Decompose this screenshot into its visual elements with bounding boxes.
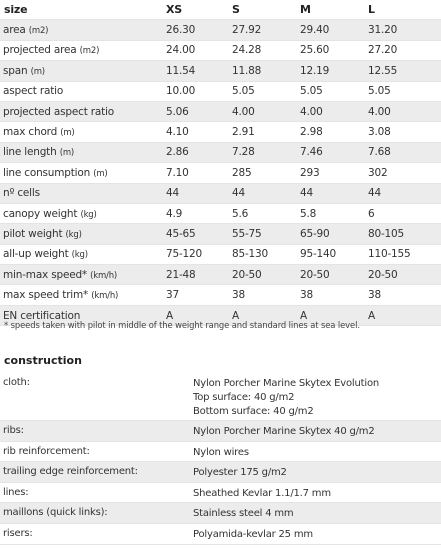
construction-value-line: Stainless steel 4 mm [193,508,294,520]
spec-value: 27.20 [364,40,441,60]
spec-value: 20-50 [296,265,364,285]
construction-label-text: maillons (quick links): [3,507,108,519]
spec-value: 11.54 [162,61,228,81]
spec-label-text: aspect ratio [3,85,64,98]
spec-value: 85-130 [228,244,296,264]
spec-value: 65-90 [296,224,364,244]
construction-label [0,441,190,462]
spec-value: 5.06 [162,101,228,121]
spec-value: 38 [228,285,296,305]
spec-row-label [0,81,162,101]
spec-row-label [0,40,162,60]
spec-row [0,142,441,162]
spec-unit: (m) [93,168,108,179]
construction-label-text: rib reinforcement: [3,445,90,457]
construction-row [0,523,441,544]
construction-label-text: cloth: [3,377,30,388]
spec-row [0,244,441,264]
construction-row [0,482,441,503]
spec-label-text: all-up weight [3,248,69,261]
spec-value: 7.28 [228,142,296,162]
spec-value: 25.60 [296,40,364,60]
spec-value: A [364,305,441,325]
spec-value: A [296,305,364,325]
spec-value: 110-155 [364,244,441,264]
size-col-m: M [296,0,364,20]
construction-title: construction [4,354,82,367]
spec-value: 26.30 [162,20,228,40]
spec-value: 37 [162,285,228,305]
spec-value: 44 [162,183,228,203]
spec-value: 24.00 [162,40,228,60]
spec-value: A [162,305,228,325]
spec-value: 3.08 [364,122,441,142]
spec-label-text: pilot weight [3,227,63,240]
spec-row [0,40,441,60]
spec-label-text: max speed trim* [3,289,89,302]
spec-label-text: line consumption [3,166,91,179]
spec-value: 2.98 [296,122,364,142]
construction-value-lines [193,373,441,419]
construction-row [0,441,441,462]
spec-value: 2.91 [228,122,296,142]
spec-unit: (kg) [65,229,82,240]
spec-row-label [0,122,162,142]
construction-value-lines [193,503,441,521]
spec-row-label [0,203,162,223]
construction-value-line: Top surface: 40 g/m2 [193,392,295,403]
spec-label-text: min-max speed* [3,268,87,281]
spec-value: 12.55 [364,61,441,81]
construction-value-lines [193,421,441,439]
spec-value: 95-140 [296,244,364,264]
spec-value: 2.86 [162,142,228,162]
construction-label [0,482,190,503]
construction-value-lines [193,483,441,501]
spec-label-text: projected area [3,44,77,57]
construction-label [0,421,190,442]
size-col-s: S [228,0,296,20]
construction-value [190,482,441,503]
spec-value: 293 [296,163,364,183]
spec-value: 4.10 [162,122,228,142]
spec-row-label [0,244,162,264]
size-col-l: L [364,0,441,20]
construction-value-line: Polyester 175 g/m2 [193,467,287,479]
spec-value: 11.88 [228,61,296,81]
construction-value-line: Nylon Porcher Marine Skytex 40 g/m2 [193,426,375,437]
spec-value: 29.40 [296,20,364,40]
spec-value: 27.92 [228,20,296,40]
spec-unit: (m) [30,66,45,77]
construction-row [0,503,441,524]
spec-value: 31.20 [364,20,441,40]
spec-row-label [0,61,162,81]
construction-value-line: Bottom surface: 40 g/m2 [193,406,314,417]
spec-unit: (kg) [80,209,97,220]
spec-row [0,265,441,285]
spec-value: 45-65 [162,224,228,244]
construction-label-text: trailing edge reinforcement: [3,466,138,478]
spec-label-text: area [3,24,26,37]
spec-label-text: EN certification [3,309,81,322]
construction-row [0,462,441,483]
speed-footnote: * speeds taken with pilot in middle of the weight range and standard lines at sea level. [4,320,360,330]
spec-value: 24.28 [228,40,296,60]
spec-unit: (m) [60,128,75,139]
construction-value-line: Polyamida-kevlar 25 mm [193,528,313,540]
spec-value: 12.19 [296,61,364,81]
construction-value [190,523,441,544]
construction-value [190,503,441,524]
spec-value: 4.9 [162,203,228,223]
spec-value: 38 [296,285,364,305]
spec-row-label [0,101,162,121]
spec-value: 302 [364,163,441,183]
spec-label-text: span [3,64,28,77]
construction-row [0,373,441,421]
size-col-xs: XS [162,0,228,20]
spec-label-text: max chord [3,126,58,139]
spec-row-label [0,224,162,244]
spec-value: 6 [364,203,441,223]
spec-value: 285 [228,163,296,183]
spec-unit: (km/h) [90,270,118,281]
construction-label [0,462,190,483]
construction-value-line: Nylon Porcher Marine Skytex Evolution [193,378,380,389]
spec-value: 4.00 [228,101,296,121]
spec-value: 55-75 [228,224,296,244]
spec-value: 5.05 [364,81,441,101]
spec-label-text: line length [3,146,57,159]
spec-row [0,163,441,183]
spec-row-label [0,285,162,305]
spec-value: 80-105 [364,224,441,244]
construction-label [0,503,190,524]
spec-value: 21-48 [162,265,228,285]
spec-value: A [228,305,296,325]
construction-label-text: lines: [3,486,29,498]
construction-value [190,373,441,421]
spec-value: 44 [364,183,441,203]
spec-row-label [0,183,162,203]
spec-unit: (kg) [71,250,88,261]
spec-value: 5.05 [228,81,296,101]
spec-value: 5.6 [228,203,296,223]
construction-value-lines [193,442,441,460]
construction-value [190,441,441,462]
spec-row [0,20,441,40]
spec-label-text: canopy weight [3,207,78,220]
spec-value: 38 [364,285,441,305]
construction-row [0,421,441,442]
spec-label-text: projected aspect ratio [3,105,114,118]
spec-value: 75-120 [162,244,228,264]
spec-row [0,81,441,101]
construction-value-line: Sheathed Kevlar 1.1/1.7 mm [193,487,331,499]
spec-unit: (m2) [28,26,49,37]
construction-label-text: risers: [3,527,33,539]
size-table-header [0,0,441,20]
size-header-label: size [0,0,162,20]
spec-row [0,203,441,223]
construction-label [0,523,190,544]
spec-value: 20-50 [228,265,296,285]
construction-value [190,421,441,442]
spec-row [0,285,441,305]
construction-value-lines [193,462,441,480]
spec-label-text: nº cells [3,187,40,200]
spec-row [0,101,441,121]
spec-value: 4.00 [364,101,441,121]
spec-value: 5.05 [296,81,364,101]
spec-value: 44 [228,183,296,203]
construction-value-line: Nylon wires [193,446,249,458]
spec-unit: (km/h) [91,291,119,302]
spec-value: 10.00 [162,81,228,101]
construction-value-lines [193,524,441,542]
construction-label [0,373,190,421]
spec-row-label [0,163,162,183]
spec-value: 7.46 [296,142,364,162]
spec-row [0,183,441,203]
spec-row-label [0,265,162,285]
spec-row-label [0,20,162,40]
spec-unit: (m2) [79,46,100,57]
spec-value: 5.8 [296,203,364,223]
construction-value [190,462,441,483]
construction-table [0,373,441,545]
spec-value: 4.00 [296,101,364,121]
spec-value: 20-50 [364,265,441,285]
spec-row [0,224,441,244]
construction-label-text: ribs: [3,425,24,436]
spec-value: 7.68 [364,142,441,162]
spec-value: 44 [296,183,364,203]
spec-row [0,61,441,81]
spec-row [0,122,441,142]
spec-value: 7.10 [162,163,228,183]
spec-unit: (m) [59,148,75,159]
spec-row-label [0,142,162,162]
